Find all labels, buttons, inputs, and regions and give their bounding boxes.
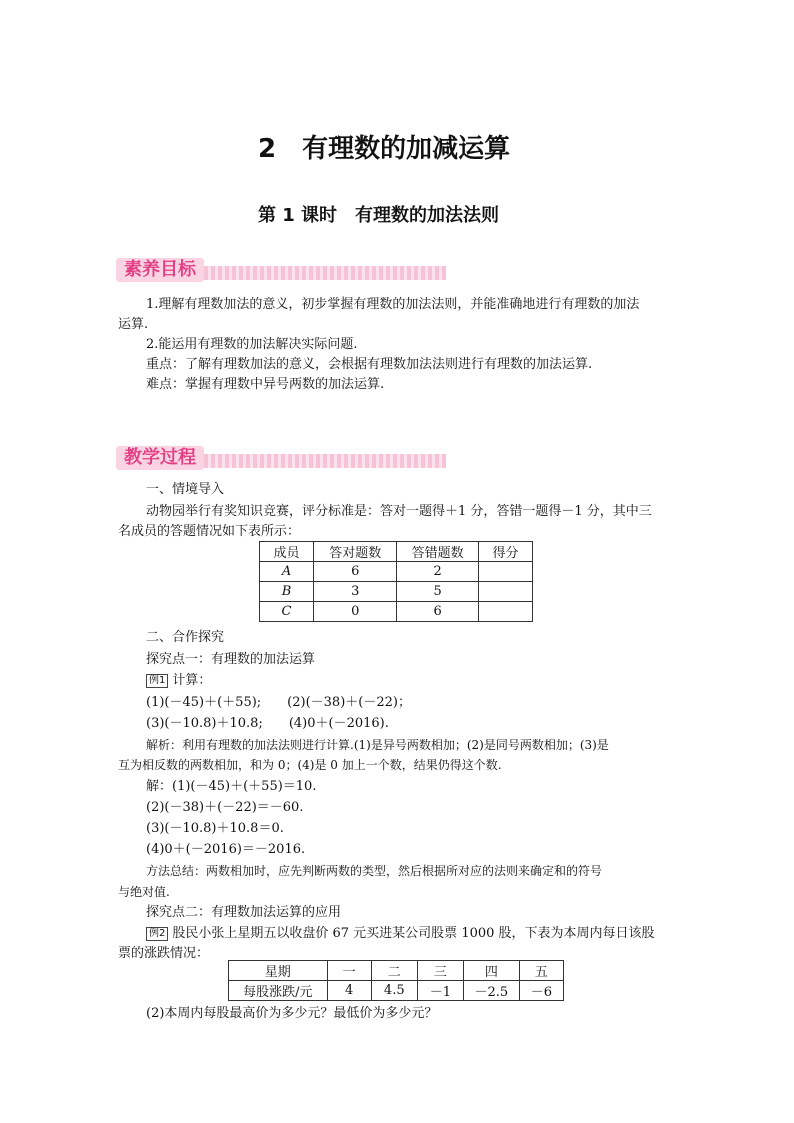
method-summary-line-2: 与绝对值. xyxy=(118,885,170,899)
goals-banner-label: 素养目标 xyxy=(116,258,204,282)
analysis-line-1: 解析：利用有理数的加法法则进行计算.(1)是异号两数相加；(2)是同号两数相加；(3)是 xyxy=(146,738,609,752)
stock-change-table xyxy=(228,960,564,1001)
solution-line-2: (2)(－38)＋(－22)＝－60. xyxy=(146,800,304,815)
example-2-tag: 例2 xyxy=(146,927,168,941)
example-2-text: 股民小张上星期五以收盘价 67 元买进某公司股票 1000 股，下表为本周内每日该股 xyxy=(172,926,655,941)
table-row xyxy=(260,582,533,602)
table-row xyxy=(260,602,533,622)
table-header-cell: 答对题数 xyxy=(314,542,397,562)
table-header-cell: 二 xyxy=(371,961,417,981)
example-1-question-line-1: (1)(－45)＋(＋55); (2)(－38)＋(－22)； xyxy=(146,695,411,710)
solution-line-1: 解：(1)(－45)＋(＋55)＝10. xyxy=(146,779,317,794)
table-cell xyxy=(478,562,532,582)
goals-banner xyxy=(116,258,446,282)
table-cell: B xyxy=(260,582,314,602)
example-1-question-line-2: (3)(－10.8)＋10.8; (4)0＋(－2016). xyxy=(146,716,389,731)
example-1-tag: 例1 xyxy=(146,674,168,688)
key-point: 重点：了解有理数加法的意义，会根据有理数加法法则进行有理数的加法运算. xyxy=(146,357,593,372)
table-cell xyxy=(478,582,532,602)
table-cell: －1 xyxy=(417,981,463,1001)
section-intro-heading: 一、情境导入 xyxy=(146,482,225,497)
example-2-line-1 xyxy=(146,926,655,942)
analysis-line-2: 互为相反数的两数相加，和为 0；(4)是 0 加上一个数，结果仍得这个数. xyxy=(118,758,502,772)
example-2-question-2: (2)本周内每股最高价为多少元？最低价为多少元？ xyxy=(146,1006,438,1021)
table-cell: 2 xyxy=(397,562,478,582)
table-header-cell: 一 xyxy=(327,961,371,981)
goal-line-2: 2.能运用有理数的加法解决实际问题. xyxy=(146,337,358,352)
example-1-prompt xyxy=(146,673,211,689)
process-banner-label: 教学过程 xyxy=(116,446,204,470)
explore-point-1: 探究点一：有理数的加法运算 xyxy=(146,652,316,667)
table-cell: 0 xyxy=(314,602,397,622)
example-1-label: 计算： xyxy=(172,673,212,688)
solution-line-3: (3)(－10.8)＋10.8＝0. xyxy=(146,821,284,836)
table-header-cell: 成员 xyxy=(260,542,314,562)
banner-stripe xyxy=(176,454,446,468)
table-cell: 4.5 xyxy=(371,981,417,1001)
table-header-cell: 得分 xyxy=(478,542,532,562)
quiz-score-table xyxy=(259,541,533,622)
example-2-line-2: 票的涨跌情况： xyxy=(118,946,210,961)
table-cell: 6 xyxy=(397,602,478,622)
difficulty-point: 难点：掌握有理数中异号两数的加法运算. xyxy=(146,377,385,392)
table-cell: 6 xyxy=(314,562,397,582)
table-cell: C xyxy=(260,602,314,622)
goal-line-1b: 运算. xyxy=(118,317,149,332)
intro-line-1: 动物园举行有奖知识竞赛，评分标准是：答对一题得＋1 分，答错一题得－1 分，其中三 xyxy=(146,504,652,519)
table-cell: 4 xyxy=(327,981,371,1001)
table-cell: A xyxy=(260,562,314,582)
table-header-cell: 四 xyxy=(463,961,519,981)
goal-line-1: 1.理解有理数加法的意义，初步掌握有理数的加法法则，并能准确地进行有理数的加法 xyxy=(146,297,640,312)
banner-stripe xyxy=(176,266,446,280)
table-cell: 3 xyxy=(314,582,397,602)
table-cell: －2.5 xyxy=(463,981,519,1001)
table-header-row xyxy=(229,961,564,981)
table-cell: 5 xyxy=(397,582,478,602)
table-cell: －6 xyxy=(519,981,563,1001)
page-title: 2 有理数的加减运算 xyxy=(258,134,511,164)
lesson-subtitle: 第 1 课时 有理数的加法法则 xyxy=(258,205,500,226)
table-cell xyxy=(478,602,532,622)
table-row xyxy=(260,562,533,582)
intro-line-2: 名成员的答题情况如下表所示： xyxy=(118,524,301,539)
process-banner xyxy=(116,446,446,470)
explore-point-2: 探究点二：有理数加法运算的应用 xyxy=(146,905,342,920)
table-header-row xyxy=(260,542,533,562)
section-explore-heading: 二、合作探究 xyxy=(146,630,225,645)
table-header-cell: 五 xyxy=(519,961,563,981)
solution-line-4: (4)0＋(－2016)＝－2016. xyxy=(146,842,306,857)
table-header-cell: 星期 xyxy=(229,961,328,981)
method-summary-line-1: 方法总结：两数相加时，应先判断两数的类型，然后根据所对应的法则来确定和的符号 xyxy=(146,864,603,878)
table-row xyxy=(229,981,564,1001)
table-cell: 每股涨跌/元 xyxy=(229,981,328,1001)
table-header-cell: 三 xyxy=(417,961,463,981)
table-header-cell: 答错题数 xyxy=(397,542,478,562)
